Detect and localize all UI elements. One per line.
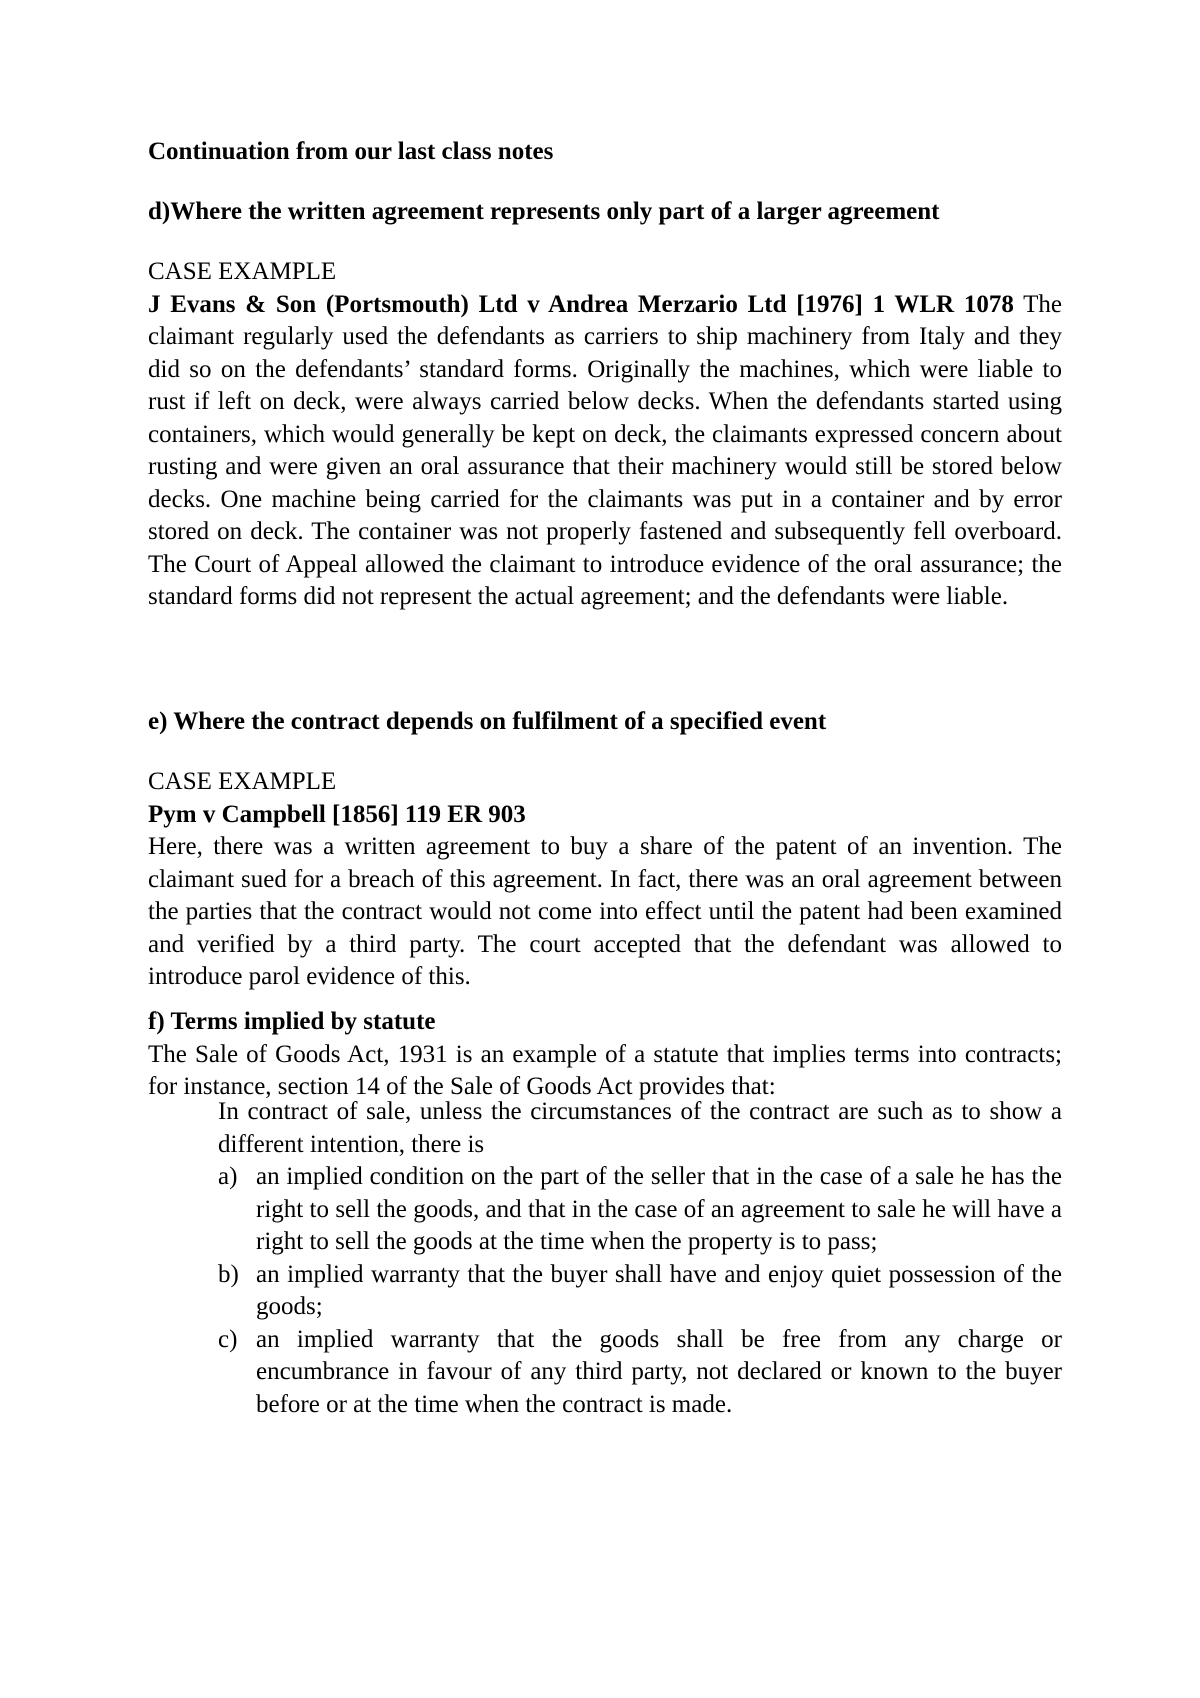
section-e-case-citation: Pym v Campbell [1856] 119 ER 903	[148, 800, 526, 828]
section-f-heading: f) Terms implied by statute	[148, 1008, 436, 1035]
section-d-case-citation: J Evans & Son (Portsmouth) Ltd v Andrea Merzario Ltd [1976] 1 WLR 1078	[148, 290, 1014, 318]
section-d-case-block	[148, 256, 1062, 614]
section-d-case-paragraph	[148, 289, 1062, 614]
section-d-heading: d)Where the written agreement represents only part of a larger agreement	[148, 198, 940, 225]
section-d-case-text: The claimant regularly used the defendants as carriers to ship machinery from Italy and they did so on the defendants’ standard forms. Originally the machines, which were liable to rust if left on deck, were always carried below decks. When the defendants started using containers, which would generally be kept on deck, the claimants expressed concern about rusting and were given an oral assurance that their machinery would still be stored below decks. One machine being carried for the claimants was put in a container and by error stored on deck. The container was not properly fastened and subsequently fell overboard. The Court of Appeal allowed the claimant to introduce evidence of the oral assurance; the standard forms did not represent the actual agreement; and the defendants were liable.	[148, 290, 1062, 610]
list-item-marker: c)	[218, 1325, 238, 1353]
section-f-intro: The Sale of Goods Act, 1931 is an example of a statute that implies terms into contracts; for instance, section 14 of the Sale of Goods Act provides that:	[148, 1040, 1062, 1100]
section-e-case-block	[148, 766, 1062, 994]
section-e-heading-block	[148, 706, 1062, 739]
section-e-heading: e) Where the contract depends on fulfilment of a specified event	[148, 708, 827, 735]
list-item-text: an implied condition on the part of the seller that in the case of a sale he has the right to sell the goods, and that in the case of an agreement to sale he will have a right to sell the goods at the time when the property is to pass;	[256, 1163, 1062, 1255]
list-item-text: an implied warranty that the goods shall be free from any charge or encumbrance in favour of any third party, not declared or known to the buyer before or at the time when the contract is made.	[256, 1325, 1062, 1418]
section-e-case-label: CASE EXAMPLE	[148, 768, 337, 795]
section-e-case-text: Here, there was a written agreement to buy a share of the patent of an invention. The claimant sued for a breach of this agreement. In fact, there was an oral agreement between the parties that the contract would not come into effect until the patent had been examined and verified by a third party. The court accepted that the defendant was allowed to introduce parol evidence of this.	[148, 833, 1062, 990]
section-d-heading-block	[148, 196, 1062, 229]
list-item-text: an implied warranty that the buyer shall have and enjoy quiet possession of the goods;	[256, 1260, 1062, 1320]
statute-quote-text: In contract of sale, unless the circumstances of the contract are such as to show a different intention, there is	[218, 1098, 1062, 1158]
implied-terms-list	[218, 1161, 1062, 1421]
section-d-case-label: CASE EXAMPLE	[148, 258, 337, 285]
list-item	[218, 1324, 1062, 1422]
continuation-title-block	[148, 136, 1062, 169]
list-item-marker: a)	[218, 1163, 238, 1190]
statute-quote	[218, 1096, 1062, 1161]
section-f-block	[148, 1006, 1062, 1104]
list-item	[218, 1259, 1062, 1324]
continuation-title: Continuation from our last class notes	[148, 138, 554, 165]
list-item-marker: b)	[218, 1260, 239, 1288]
list-item	[218, 1161, 1062, 1259]
